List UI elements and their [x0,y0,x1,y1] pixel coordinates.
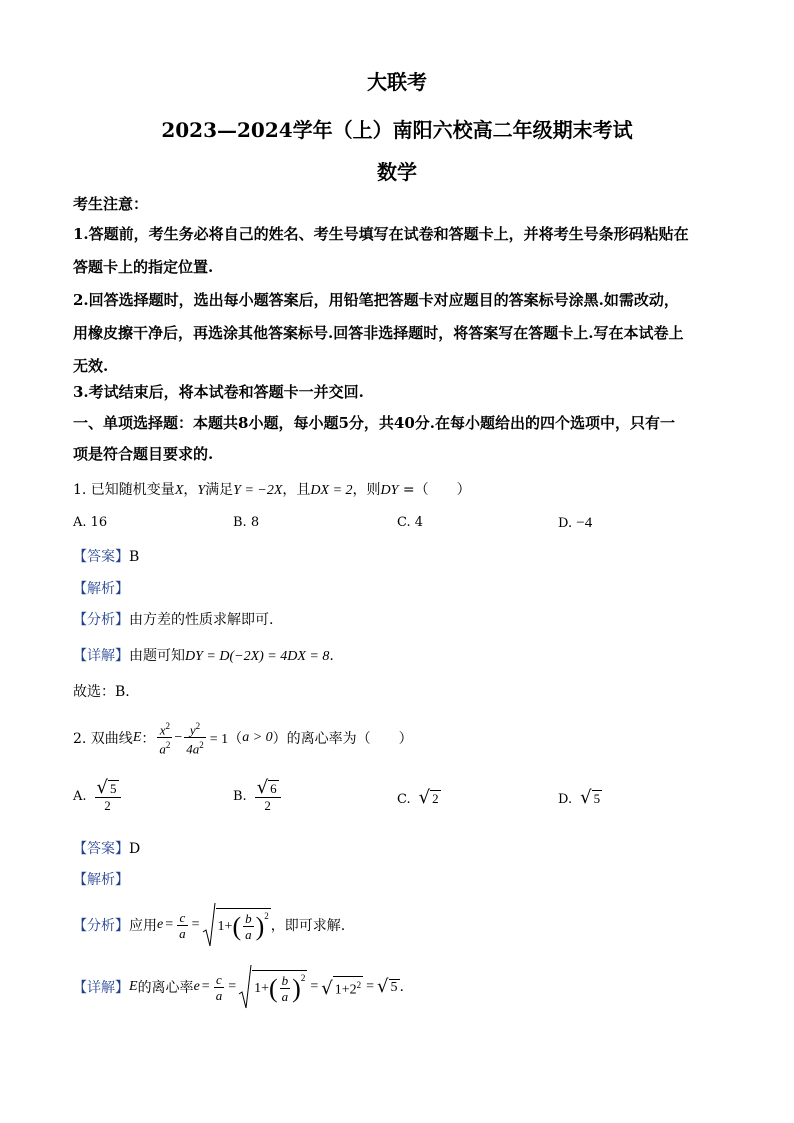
q2-option-b-num: 6 [270,781,277,796]
q2-option-c-value: 2 [432,791,439,806]
q2-option-a-label: A. [73,788,87,804]
notice-item-2c: 无效. [73,357,109,375]
q1-option-d-value: −4 [576,515,593,531]
q2-xiangjie-frac-ba [280,973,291,1004]
q1-fenxi-text: 由方差的性质求解即可. [129,612,274,628]
q2-xiangjie-a: a [215,987,223,1003]
q2-xiangjie-inner: 1+ [254,980,269,996]
q1-conclusion: 故选：B. [73,684,130,700]
q2-fenxi-post: ，即可求解. [270,918,346,934]
q2-colon: ： [141,730,156,747]
q1-analysis-tag: 【解析】 [73,581,129,597]
q2-option-b [233,779,283,813]
q2-answer-value: D [129,841,141,857]
q1-mid4: =（ ） [398,482,471,498]
q1-fenxi-tag: 【分析】 [73,612,129,628]
q2-option-a-frac: √ 5 2 [95,779,121,813]
q2-xiangjie-sqrt2: √ $1+2^2$ [321,976,363,999]
q2-frac2-num-sup: 2 [195,721,201,731]
q1-fenxi [73,609,273,629]
q2-option-a-num: 5 [110,781,117,796]
q1-var-x: X [174,483,184,498]
q2-minus: − [174,729,183,745]
q2-fenxi-sqrt: 1+ ( $\frac{b}{a}$ ) 2 [202,902,271,948]
q2-var-e: E [132,729,142,745]
notice-item-2b: 用橡皮擦干净后，再选涂其他答案标号.回答非选择题时，将答案写在答题卡上.写在本试卷上 [73,324,684,342]
q1-xiangjie-text: 由题可知 [129,648,185,664]
notice-item-3: 3.考试结束后，将本试卷和答题卡一并交回. [73,383,364,401]
q2-xiangjie-result-value: 5 [390,980,398,995]
q2-fenxi-a: a [179,925,186,941]
q1-option-a: A. 16 [73,515,108,530]
q1-prefix: 1. 已知随机变量 [73,482,175,498]
q2-xiangjie-sqrt2-value: 1+2 [334,982,357,998]
notice-heading: 考生注意： [73,195,149,213]
q2-fraction-y [184,719,206,757]
q1-comma: ， [183,482,198,498]
q1-dy: DY [380,483,399,498]
q2-tail: ）的离心率为（ ） [272,730,413,747]
q2-option-c-label: C. [397,792,411,807]
q2-frac2-den: 4a [186,741,200,757]
q2-frac1-den-sup: 2 [165,740,171,751]
question-2 [73,719,413,757]
q1-xiangjie-math: DY = D(−2X) = 4DX = 8 [185,649,330,664]
q2-xiangjie-tag: 【详解】 [73,980,129,996]
exam-brand: 大联考 [367,70,427,94]
q2-fenxi-e: e [157,917,164,932]
q2-answer-tag: 【答案】 [73,841,129,857]
q2-fenxi-a2: a [245,927,252,942]
q2-analysis-tag: 【解析】 [73,872,129,888]
q2-fenxi-inner: 1+ [217,918,233,934]
q2-fenxi-eq1: = [165,917,174,932]
q2-option-d-sqrt: √ 5 [580,787,601,808]
q2-option-a-den: 2 [104,798,111,813]
q2-xiangjie: 【详解】 E 的离心率 e = $\frac{c}{a}$ = 1+ ( $\frac{b}{a}$ ) 2 = √ $1+2^2$ = √ 5 . [73,962,404,1012]
section-heading-a: 一、单项选择题：本题共8小题，每小题5分，共40分.在每小题给出的四个选项中，只有一 [73,414,675,432]
q2-frac2-den-sup: 2 [199,740,204,751]
q1-dx: DX = 2 [310,483,353,498]
q1-answer-tag: 【答案】 [73,549,129,565]
q2-xiangjie-a2: a [281,989,289,1004]
q2-fenxi-b: b [245,911,252,926]
q2-xiangjie-c: c [216,971,222,987]
q1-mid: 满足 [205,482,234,498]
q1-option-c: C. 4 [397,515,424,530]
q2-option-d [558,789,602,807]
q1-var-y: Y [197,483,206,498]
q2-fenxi-tag: 【分析】 [73,918,129,934]
q1-answer-value: B [129,549,140,565]
exam-subject: 数学 [377,160,417,184]
q2-fenxi-frac-ba [243,911,254,942]
q2-xiangjie-frac-ca [214,972,225,1003]
q1-mid3: ，则 [352,482,381,498]
q2-fenxi-c: c [179,909,186,925]
q2-fenxi [73,900,345,950]
q2-fenxi-radical-icon [202,902,216,948]
exam-title: 2023—2024学年（上）南阳六校高二年级期末考试 [161,118,633,142]
question-1 [73,479,471,499]
q2-fenxi-pre: 应用 [129,918,157,934]
q2-frac2-num: y [189,722,196,738]
q2-xiangjie-end: . [399,979,404,995]
q2-xiangjie-sqrt: 1+ ( $\frac{b}{a}$ ) 2 [238,964,307,1010]
q1-option-b: B. 8 [233,515,260,530]
q2-fenxi-frac-ca [177,910,188,941]
q2-option-a [73,779,123,813]
q1-option-d-label: D. [558,516,573,531]
q2-answer [73,838,140,858]
notice-item-1b: 答题卡上的指定位置. [73,258,214,276]
section-heading-b: 项是符合题目要求的. [73,445,214,463]
q2-option-d-value: 5 [593,791,601,806]
q1-answer [73,546,139,566]
q2-xiangjie-radical-icon [238,964,252,1010]
q1-mid2: ，且 [282,482,311,498]
q2-option-b-frac: √ 6 2 [255,779,281,813]
q2-fenxi-eq2: = [191,917,200,932]
q2-frac1-den: a [159,741,166,757]
q1-relation: Y = −2X [233,483,283,498]
q2-condition: a > 0 [242,729,273,745]
q1-xiangjie [73,645,334,665]
q2-xiangjie-mid: 的离心率 [137,980,194,996]
q1-xiangjie-end: . [329,648,334,664]
q2-xiangjie-result: √ 5 [377,976,398,997]
notice-item-2a: 2.回答选择题时，选出每小题答案后，用铅笔把答题卡对应题目的答案标号涂黑.如需改动， [73,291,679,309]
q2-frac1-num-sup: 2 [165,721,171,731]
q2-eq: = 1（ [209,731,243,747]
q1-option-d [558,515,592,532]
q2-xiangjie-b: b [281,973,289,988]
q2-option-b-label: B. [233,788,247,804]
notice-item-1a: 1.答题前，考生务必将自己的姓名、考生号填写在试卷和答题卡上，并将考生号条形码粘贴在 [73,225,689,243]
q2-frac1-num: x [159,722,166,738]
q2-xiangjie-e-var: e [193,979,200,994]
q2-option-c-sqrt: √ 2 [418,787,439,808]
q2-option-b-den: 2 [264,798,271,813]
q2-prefix: 2. 双曲线 [73,730,133,747]
q2-xiangjie-e: E [129,979,138,994]
q2-fraction-x [157,719,172,757]
q2-option-c [397,789,441,807]
q2-option-d-label: D. [558,792,573,807]
q1-xiangjie-tag: 【详解】 [73,648,129,664]
